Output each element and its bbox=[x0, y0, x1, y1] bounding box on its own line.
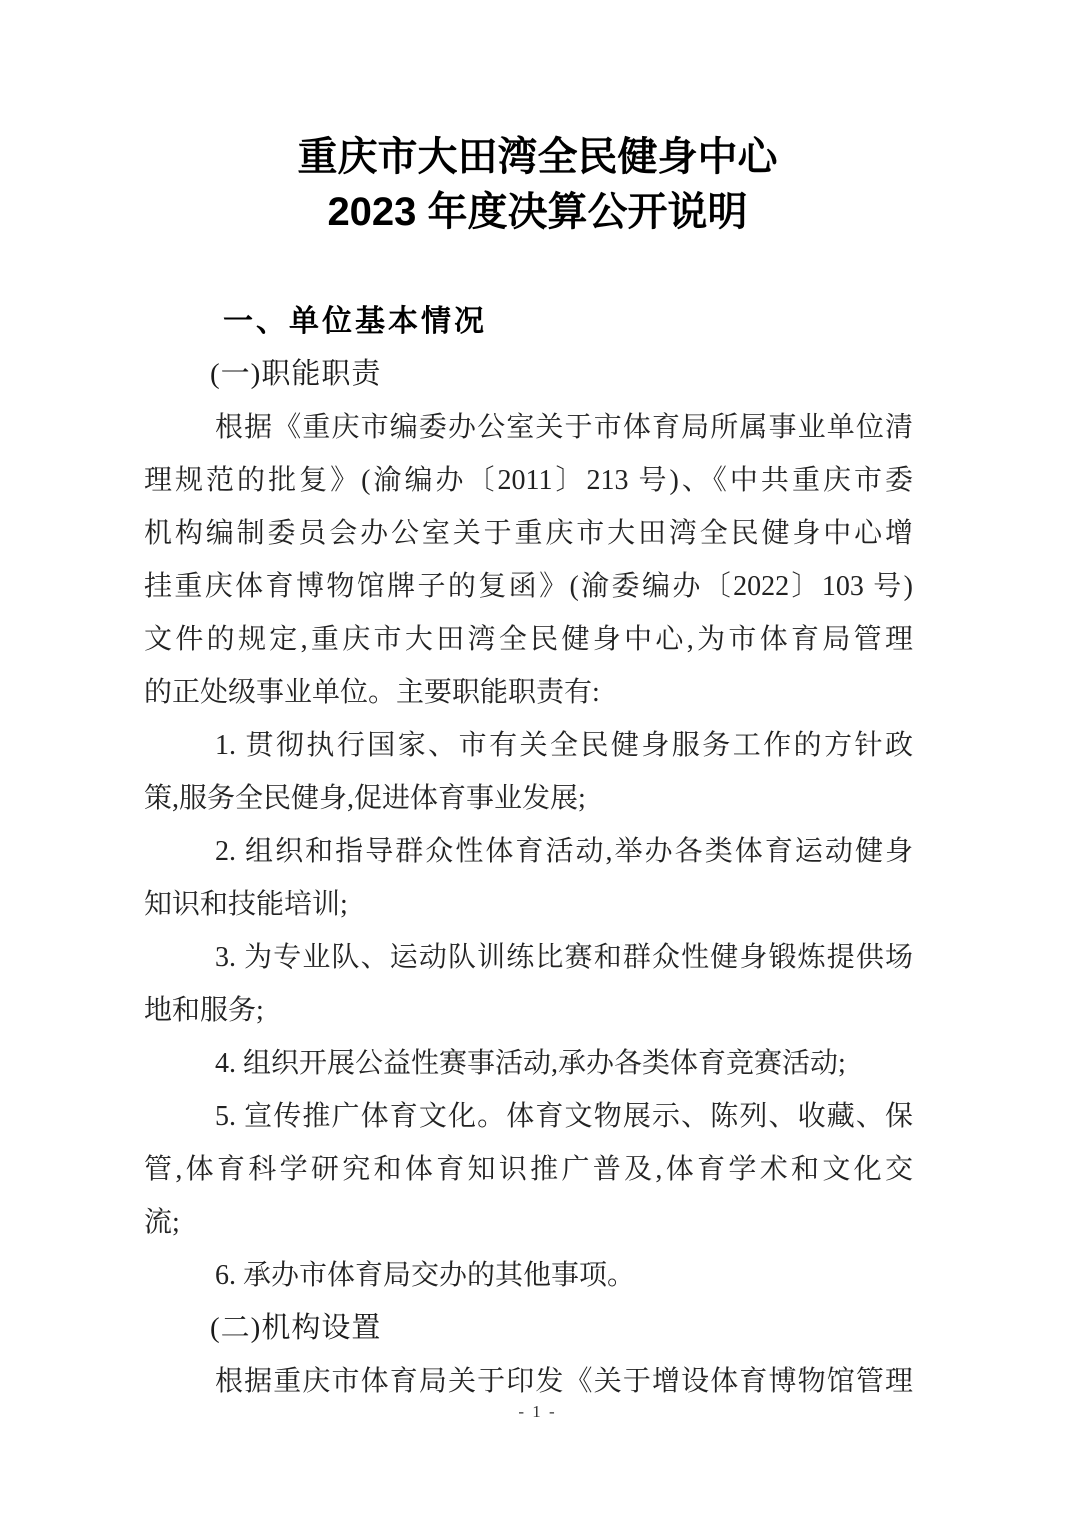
document-title-line2: 2023 年度决算公开说明 bbox=[327, 190, 748, 234]
paragraph-line: 3. 为专业队、运动队训练比赛和群众性健身锻炼提供场 bbox=[215, 942, 913, 973]
page-footer bbox=[0, 1402, 1075, 1422]
document-body bbox=[0, 295, 1075, 1408]
paragraph-line: 根据《重庆市编委办公室关于市体育局所属事业单位清 bbox=[215, 412, 913, 443]
paragraph-line: 4. 组织开展公益性赛事活动,承办各类体育竞赛活动; bbox=[215, 1048, 846, 1079]
subsection-heading: (一)职能职责 bbox=[210, 358, 382, 390]
paragraph-line: 6. 承办市体育局交办的其他事项。 bbox=[215, 1260, 636, 1291]
paragraph-line: 挂重庆体育博物馆牌子的复函》(渝委编办〔2022〕103 号) bbox=[144, 571, 913, 602]
paragraph-line: 机构编制委员会办公室关于重庆市大田湾全民健身中心增 bbox=[144, 518, 913, 549]
paragraph-line: 策,服务全民健身,促进体育事业发展; bbox=[144, 783, 586, 814]
subsection-heading: (二)机构设置 bbox=[210, 1312, 382, 1344]
paragraph-line: 文件的规定,重庆市大田湾全民健身中心,为市体育局管理 bbox=[144, 624, 913, 655]
page-number: - 1 - bbox=[518, 1402, 557, 1421]
paragraph-line: 的正处级事业单位。主要职能职责有: bbox=[144, 677, 600, 708]
document-title bbox=[0, 0, 1075, 240]
paragraph-line: 地和服务; bbox=[144, 995, 264, 1026]
section-heading: 一、单位基本情况 bbox=[223, 305, 487, 338]
paragraph-line: 流; bbox=[144, 1207, 180, 1238]
document-title-line1: 重庆市大田湾全民健身中心 bbox=[297, 135, 778, 179]
paragraph-line: 根据重庆市体育局关于印发《关于增设体育博物馆管理 bbox=[215, 1366, 913, 1397]
paragraph-line: 管,体育科学研究和体育知识推广普及,体育学术和文化交 bbox=[144, 1154, 913, 1185]
paragraph-line: 5. 宣传推广体育文化。体育文物展示、陈列、收藏、保 bbox=[215, 1101, 913, 1132]
paragraph-line: 理规范的批复》(渝编办〔2011〕213 号)、《中共重庆市委 bbox=[144, 465, 913, 496]
paragraph-line: 2. 组织和指导群众性体育活动,举办各类体育运动健身 bbox=[215, 836, 913, 867]
paragraph-line: 1. 贯彻执行国家、市有关全民健身服务工作的方针政 bbox=[215, 730, 913, 761]
paragraph-line: 知识和技能培训; bbox=[144, 889, 348, 920]
